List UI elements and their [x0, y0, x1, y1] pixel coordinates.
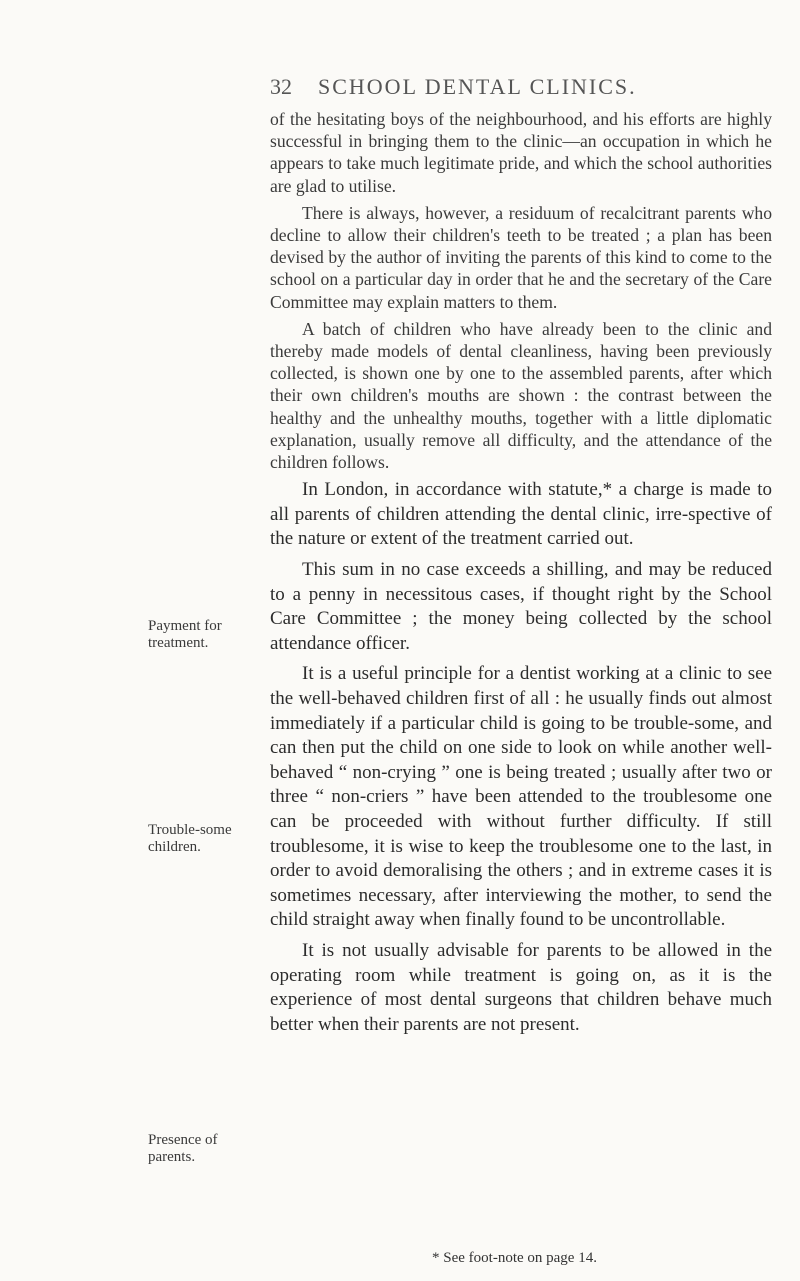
paragraph-presence: It is not usually advisable for parents to be allowed in the operating room while treatment is going on, as it is the experience of most dental surgeons that children behave much better when their parents are not present. — [270, 939, 772, 1035]
margin-note-trouble: Trouble-some children. — [148, 822, 232, 855]
paragraph-batch-of-children: A batch of children who have already been to the clinic and thereby made models of dental cleanliness, having been previously collected, is shown one by one to the assembled parents, after which their own children's mouths are shown : the contrast between the healthy and the unhealthy mouths, together with a little diplomatic explanation, usually remove all difficulty, and the attendance of the children follows. — [270, 318, 772, 473]
paragraph-shilling: This sum in no case exceeds a shilling, and may be reduced to a penny in necessitous cases, if thought right by the School Care Committee ; the money being collected by the school attendance officer. — [270, 559, 772, 654]
paragraph-hesitating-boys: of the hesitating boys of the neighbourhood, and his efforts are highly successful in bringing them to the clinic—an occupation in which he appears to take much legitimate pride, and which the school authorities are glad to utilise. — [270, 109, 772, 196]
paragraph-troublesome: It is a useful principle for a dentist working at a clinic to see the well-behaved children first of all : he usually finds out almost immediately if a particular child is going to be trouble-some, and can then put the child on one side to look on while another well-behaved “ non-crying ” one is being treated ; usually after two or three “ non-criers ” have been attended to the troublesome one can be proceeded with without further difficulty. If still troublesome, it is wise to keep the troublesome one to the last, in order to avoid demoralising the others ; and in extreme cases it is sometimes necessary, after interviewing the mother, to send the child straight away when finally found to be uncontrollable. — [270, 663, 772, 931]
footnote: * See foot-note on page 14. — [432, 1250, 597, 1266]
margin-note-payment: Payment for treatment. — [148, 618, 222, 651]
page-number: 32 — [270, 74, 292, 99]
paragraph-payment: In London, in accordance with statute,* a charge is made to all parents of children attending the dental clinic, irre-spective of the nature or extent of the treatment carried out. — [270, 479, 772, 550]
body-text — [270, 108, 772, 1043]
margin-note-presence: Presence of parents. — [148, 1132, 218, 1165]
paragraph-recalcitrant-parents: There is always, however, a residuum of recalcitrant parents who decline to allow their children's teeth to be treated ; a plan has been devised by the author of inviting the parents of this kind to come to the school on a particular day in order that he and the secretary of the Care Committee may explain matters to them. — [270, 202, 772, 312]
running-head: SCHOOL DENTAL CLINICS. — [318, 74, 637, 99]
